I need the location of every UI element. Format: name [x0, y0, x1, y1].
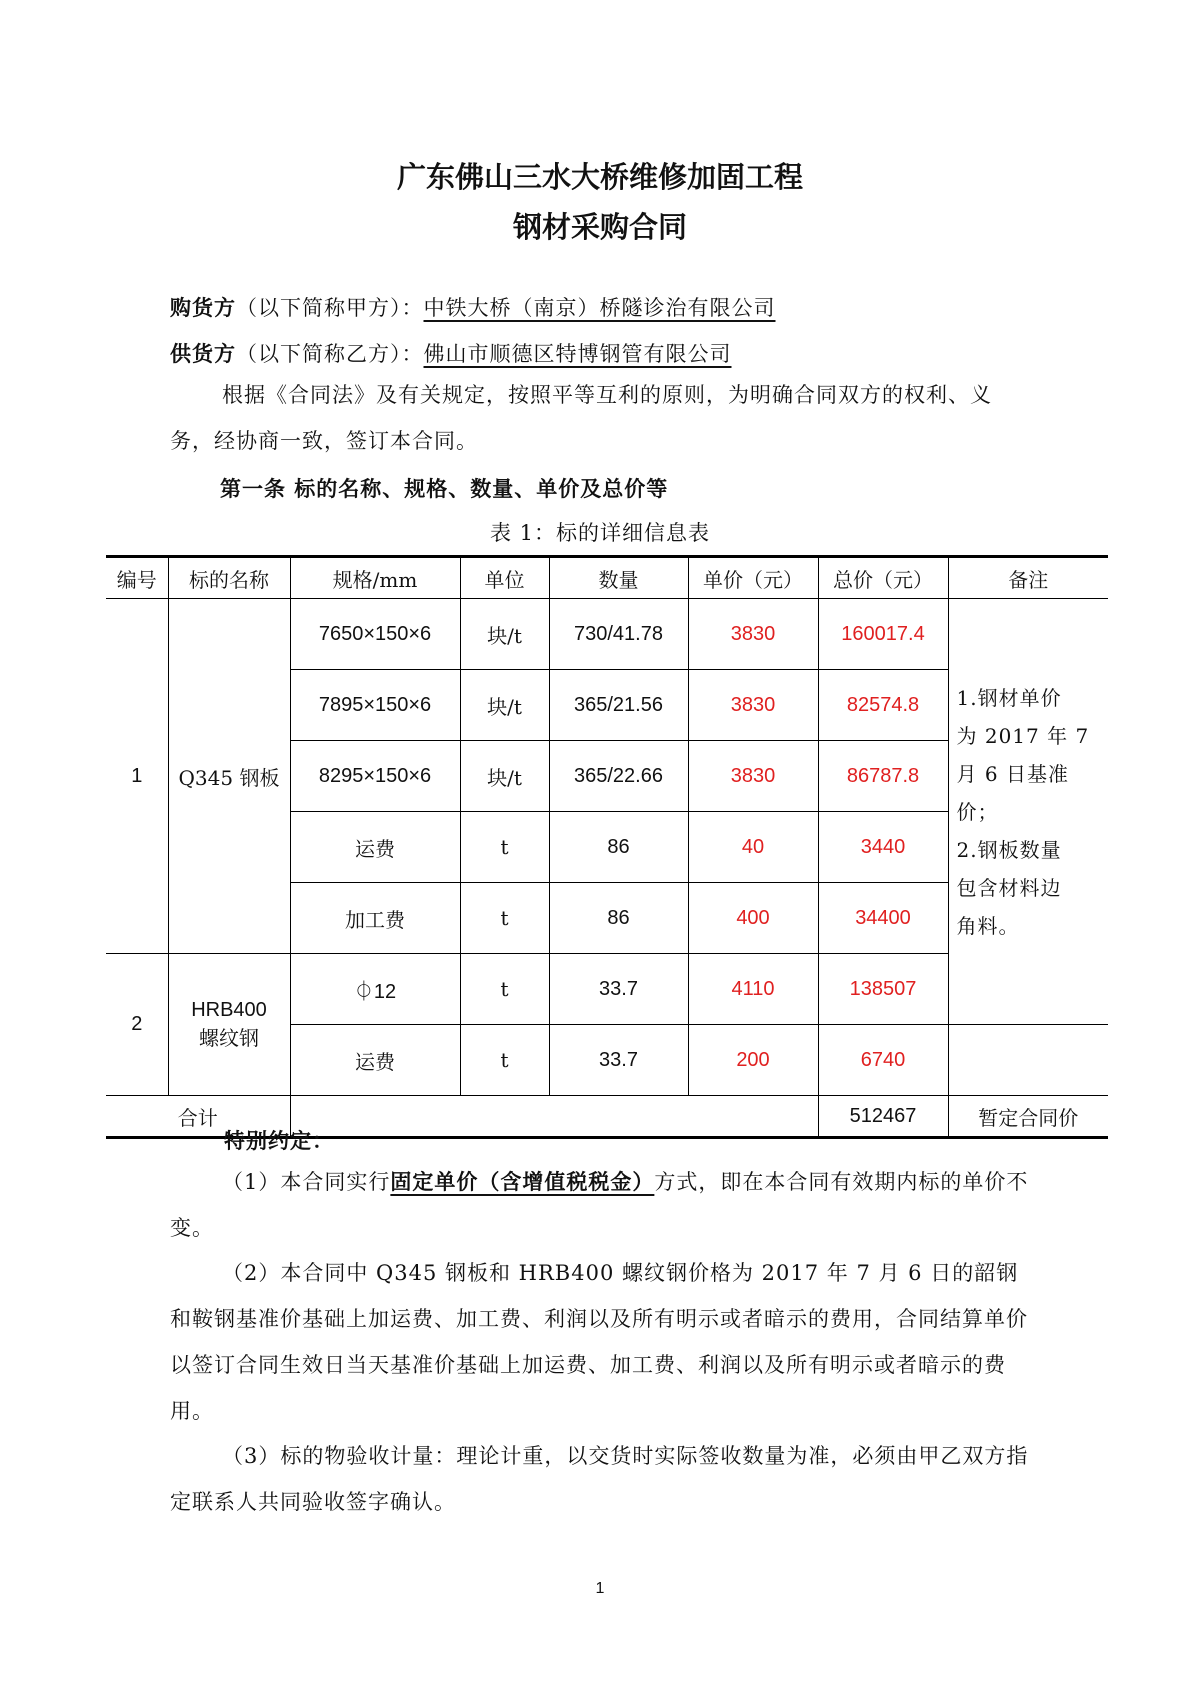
unit-cell: t [460, 812, 549, 883]
buyer-note: （以下简称甲方）： [236, 296, 424, 320]
total-cell: 82574.8 [818, 670, 948, 741]
total-cell: 6740 [818, 1025, 948, 1096]
total-cell: 86787.8 [818, 741, 948, 812]
seller-label: 供货方 [170, 342, 236, 366]
clause-1-end: 方式，即在本合同有效期内标的单价不变。 [170, 1170, 1029, 1240]
qty-cell: 365/21.56 [549, 670, 688, 741]
table-row [106, 599, 1108, 670]
qty-cell: 730/41.78 [549, 599, 688, 670]
header-cell: 标的名称 [168, 557, 290, 599]
qty-cell: 86 [549, 812, 688, 883]
spec-cell: 8295×150×6 [290, 741, 460, 812]
special-heading: 特别约定： [224, 1129, 334, 1153]
price-cell: 3830 [688, 741, 818, 812]
price-cell: 400 [688, 883, 818, 954]
empty-remark-cell [948, 1025, 1108, 1096]
header-cell: 总价（元） [818, 557, 948, 599]
sum-total: 512467 [818, 1096, 948, 1138]
document-title: 广东佛山三水大桥维修加固工程 [396, 160, 803, 194]
header-cell: 单位 [460, 557, 549, 599]
spec-cell: 7895×150×6 [290, 670, 460, 741]
buyer-name: 中铁大桥（南京）桥隧诊治有限公司 [423, 296, 776, 320]
spec-cell: 7650×150×6 [290, 599, 460, 670]
remark-line: 价； [956, 799, 999, 824]
total-cell: 160017.4 [818, 599, 948, 670]
header-cell: 数量 [549, 557, 688, 599]
remark-line: 2.钢板数量 [956, 837, 1062, 862]
qty-cell: 365/22.66 [549, 741, 688, 812]
clause-3: （3）标的物验收计量：理论计重，以交货时实际签收数量为准，必须由甲乙双方指定联系人共同验收签字确认。 [170, 1444, 1029, 1514]
table-caption: 表 1：标的详细信息表 [489, 521, 711, 545]
seller-note: （以下简称乙方）： [236, 342, 424, 366]
price-cell: 200 [688, 1025, 818, 1096]
header-cell: 备注 [948, 557, 1108, 599]
item-number: 2 [106, 954, 168, 1096]
seller-name: 佛山市顺德区特博钢管有限公司 [423, 342, 732, 366]
unit-cell: t [460, 883, 549, 954]
spec-cell: 运费 [290, 812, 460, 883]
price-cell: 40 [688, 812, 818, 883]
buyer-line [170, 292, 776, 322]
sum-empty-cell [290, 1096, 818, 1138]
total-cell: 34400 [818, 883, 948, 954]
clause-1-start: （1）本合同实行 [222, 1170, 391, 1194]
article-1-heading: 第一条 标的名称、规格、数量、单价及总价等 [220, 477, 669, 501]
total-cell: 3440 [818, 812, 948, 883]
sum-label: 合计 [106, 1096, 290, 1138]
unit-cell: t [460, 954, 549, 1025]
remark-line: 月 6 日基准 [956, 761, 1069, 786]
price-cell: 3830 [688, 670, 818, 741]
unit-cell: 块/t [460, 599, 549, 670]
spec-cell: ⏀12 [290, 954, 460, 1025]
remark-line: 包含材料边 [956, 875, 1062, 900]
clause-2: （2）本合同中 Q345 钢板和 HRB400 螺纹钢价格为 2017 年 7 月 6 日的韶钢和鞍钢基准价基础上加运费、加工费、利润以及所有明示或者暗示的费用，合同结算单价以签订合同生效日当天基准价基础上加运费、加工费、利润以及所有明示或者暗示的费用。 [170, 1261, 1028, 1423]
table-header-row [106, 557, 1108, 599]
spec-cell: 加工费 [290, 883, 460, 954]
price-cell: 3830 [688, 599, 818, 670]
page-number: 1 [595, 1580, 605, 1597]
qty-cell: 33.7 [549, 954, 688, 1025]
unit-cell: t [460, 1025, 549, 1096]
qty-cell: 86 [549, 883, 688, 954]
spec-cell: 运费 [290, 1025, 460, 1096]
seller-line [170, 338, 732, 368]
remarks-cell [948, 599, 1108, 1025]
total-cell: 138507 [818, 954, 948, 1025]
remark-line: 角料。 [956, 913, 1020, 938]
clause-1-emphasis: 固定单价（含增值税税金） [390, 1170, 655, 1194]
item-name [168, 954, 290, 1096]
unit-cell: 块/t [460, 670, 549, 741]
unit-cell: 块/t [460, 741, 549, 812]
header-cell: 编号 [106, 557, 168, 599]
header-cell: 单价（元） [688, 557, 818, 599]
item-table [106, 555, 1108, 1139]
remark-line: 1.钢材单价 [956, 685, 1062, 710]
qty-cell: 33.7 [549, 1025, 688, 1096]
item-number: 1 [106, 599, 168, 954]
buyer-label: 购货方 [170, 296, 236, 320]
item-name-line: HRB400 [191, 998, 267, 1021]
clause-1 [170, 1159, 1030, 1251]
sum-note: 暂定合同价 [948, 1096, 1108, 1138]
document-subtitle: 钢材采购合同 [512, 210, 687, 244]
price-cell: 4110 [688, 954, 818, 1025]
intro-paragraph: 根据《合同法》及有关规定，按照平等互利的原则，为明确合同双方的权利、义务，经协商一致，签订本合同。 [170, 383, 992, 453]
header-cell: 规格/mm [290, 557, 460, 599]
item-name: Q345 钢板 [168, 599, 290, 954]
remark-line: 为 2017 年 7 [956, 723, 1090, 748]
item-name-line: 螺纹钢 [199, 1025, 259, 1050]
